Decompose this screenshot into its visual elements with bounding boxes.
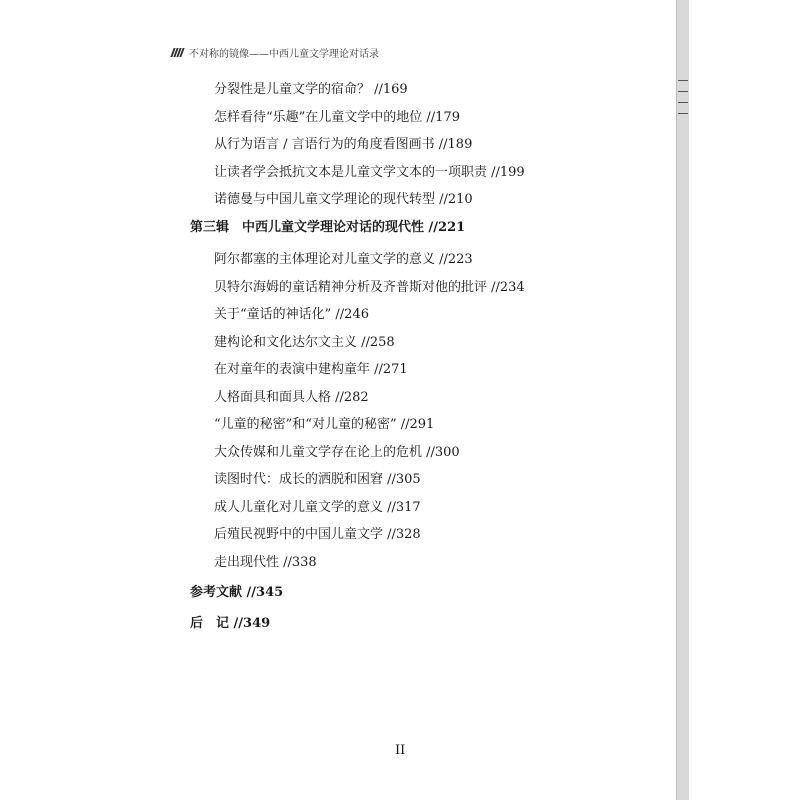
toc-entry: 怎样看待“乐趣”在儿童文学中的地位 //179 [214, 110, 460, 125]
toc-entry: 后殖民视野中的中国儿童文学 //328 [214, 527, 421, 542]
edge-tick-marks [678, 80, 688, 124]
toc-entry: 成人儿童化对儿童文学的意义 //317 [214, 500, 421, 515]
toc-section-heading: 参考文献 //345 [190, 585, 284, 600]
page-number: II [395, 743, 406, 758]
toc-entry: 大众传媒和儿童文学存在论上的危机 //300 [214, 445, 460, 460]
toc-entry: 分裂性是儿童文学的宿命？ //169 [214, 82, 408, 97]
running-header [172, 45, 379, 60]
toc-entry: 从行为语言 / 言语行为的角度看图画书 //189 [214, 137, 473, 152]
toc-section-heading: 后 记 //349 [190, 616, 271, 631]
background-margin [689, 0, 800, 800]
toc-section-heading: 第三辑 中西儿童文学理论对话的现代性 //221 [190, 220, 466, 235]
toc-entry: 人格面具和面具人格 //282 [214, 390, 369, 405]
toc-entry: 关于“童话的神话化” //246 [214, 307, 369, 322]
toc-entry: 让读者学会抵抗文本是儿童文学文本的一项职责 //199 [214, 165, 525, 180]
toc-entry: 阿尔都塞的主体理论对儿童文学的意义 //223 [214, 252, 473, 267]
toc-entry: 诺德曼与中国儿童文学理论的现代转型 //210 [214, 192, 473, 207]
header-ornament [172, 48, 183, 57]
toc-entry: 建构论和文化达尔文主义 //258 [214, 335, 395, 350]
toc-entry: 读图时代：成长的洒脱和困窘 //305 [214, 472, 421, 487]
running-title: 不对称的镜像——中西儿童文学理论对话录 [189, 49, 379, 60]
toc-entry: “儿童的秘密”和“对儿童的秘密” //291 [214, 417, 435, 432]
toc-entry: 在对童年的表演中建构童年 //271 [214, 362, 408, 377]
toc-entry: 贝特尔海姆的童话精神分析及齐普斯对他的批评 //234 [214, 280, 525, 295]
toc-entry: 走出现代性 //338 [214, 555, 317, 570]
